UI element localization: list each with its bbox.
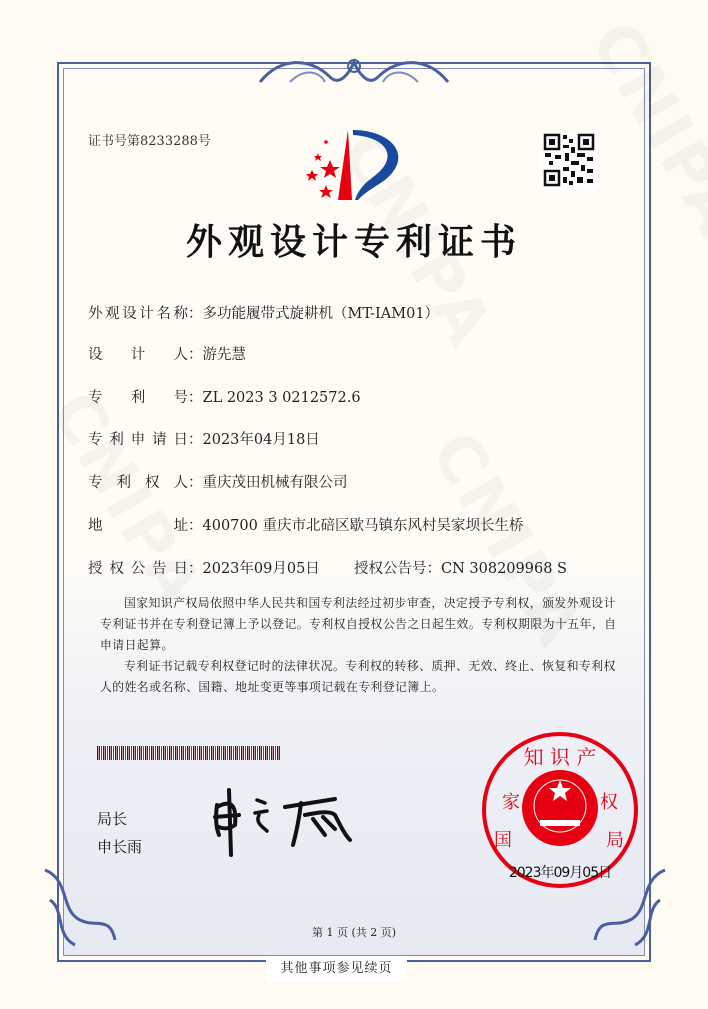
svg-text:国: 国 bbox=[494, 830, 512, 851]
field-application-date: 专利申请日：2023年04月18日 bbox=[88, 432, 320, 448]
qr-code-icon bbox=[541, 131, 597, 189]
field-designer: 设计人：游先慧 bbox=[88, 347, 246, 363]
seal-date: 2023年09月05日 bbox=[508, 865, 612, 881]
signatory-name: 申长雨 bbox=[97, 838, 143, 856]
statement-paragraph: 国家知识产权局依照中华人民共和国专利法经过初步审查，决定授予专利权，颁发外观设计专利证书并在专利登记簿上予以登记。专利权自授权公告之日起生效。专利权期限为十五年，自申请日起算。 bbox=[100, 596, 617, 652]
svg-text:权: 权 bbox=[600, 792, 618, 813]
top-ornament-icon bbox=[250, 52, 458, 92]
statement-paragraph: 专利证书记载专利权登记时的法律状况。专利权的转移、质押、无效、终止、恢复和专利权人的姓名或名称、国籍、地址变更等事项记载在专利登记簿上。 bbox=[100, 659, 616, 694]
field-grant-date: 授权公告日：2023年09月05日 bbox=[88, 561, 320, 577]
seal-text: 知 识 产 bbox=[523, 745, 597, 769]
svg-text:局: 局 bbox=[606, 830, 624, 851]
field-patent-number: 专利号：ZL 2023 3 0212572.6 bbox=[88, 390, 361, 406]
signatory-title: 局长 bbox=[97, 810, 128, 828]
certificate-number: 证书号第8233288号 bbox=[88, 134, 211, 149]
barcode-icon bbox=[97, 746, 280, 760]
field-patentee: 专利权人：重庆茂田机械有限公司 bbox=[88, 475, 348, 491]
cnipa-logo-icon bbox=[300, 125, 410, 200]
corner-ornament-icon bbox=[40, 860, 120, 960]
page-indicator: 第 1 页 (共 2 页) bbox=[311, 926, 397, 939]
field-address: 地址：400700 重庆市北碚区歇马镇东风村吴家坝长生桥 bbox=[88, 518, 524, 534]
field-design-name: 外观设计名称：多功能履带式旋耕机（MT-IAM01） bbox=[88, 306, 440, 322]
signature-icon bbox=[205, 785, 365, 865]
svg-text:家: 家 bbox=[502, 792, 520, 813]
field-announcement-number: 授权公告号：CN 308209968 S bbox=[354, 561, 567, 577]
continued-note: 其他事项参见续页 bbox=[266, 956, 407, 982]
page-title: 外观设计专利证书 bbox=[185, 221, 522, 263]
